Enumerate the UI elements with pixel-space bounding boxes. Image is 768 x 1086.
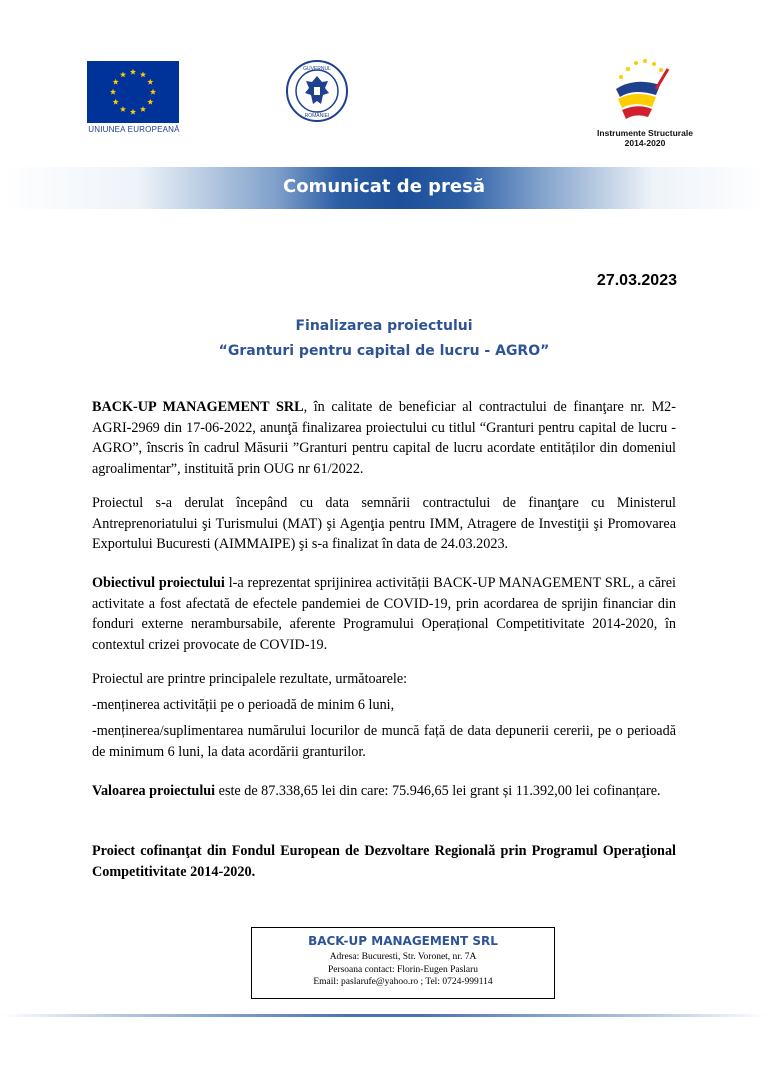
beneficiary-name: BACK-UP MANAGEMENT SRL xyxy=(92,399,304,415)
paragraph-text: l-a reprezentat sprijinirea activității BACK-UP MANAGEMENT SRL, a cărei activitate a fost afectată de efectele pandemiei de COVID-19, prin acordarea de sprijin financiar din fonduri externe nerambursabile, aferente Programului Operațional Competitivitate 2014-2020, în contextul crizei provocate de COVID-19. xyxy=(92,575,676,653)
objective-label: Obiectivul proiectului xyxy=(92,575,225,591)
document-title-line2: “Granturi pentru capital de lucru - AGRO” xyxy=(218,343,550,359)
banner-title: Comunicat de presă xyxy=(282,176,485,197)
release-date: 27.03.2023 xyxy=(596,272,677,289)
paragraph-text: , în calitate de beneficiar al contractului de finanţare nr. M2-AGRI-2969 din 17-06-2022, anunţă finalizarea proiectului cu titlul “Granturi pentru capital de lucru - AGRO”, înscris în cadrul Măsurii ”Granturi pentru capital de lucru acordate entităților din domeniul agroalimentar”, instituită prin OUG nr 61/2022. xyxy=(92,399,677,477)
result-item: -menținerea/suplimentarea numărului locurilor de muncă față de data depunerii cererii, pe o perioadă de minimum 6 luni, la data acordării granturilor. xyxy=(92,723,676,760)
instrumente-structurale-caption xyxy=(585,128,705,148)
is-caption-line1: Instrumente Structurale xyxy=(597,128,693,138)
paragraph-text: este de 87.338,65 lei din care: 75.946,65 lei grant și 11.392,00 lei cofinanțare. xyxy=(215,783,661,799)
project-value-label: Valoarea proiectului xyxy=(92,783,216,799)
paragraph-project-value xyxy=(92,781,676,802)
contact-box xyxy=(251,927,555,999)
is-caption-line2: 2014-2020 xyxy=(624,138,666,148)
paragraph-project-period: Proiectul s-a derulat începând cu data semnării contractului de finanţare cu Ministerul Antreprenoriatului şi Turismului (MAT) şi Agenţia pentru IMM, Atragere de Investiţii şi Promovarea Exportului Bucuresti (AIMMAIPE) şi s-a finalizat în data de 24.03.2023. xyxy=(92,495,676,552)
government-seal-logo xyxy=(286,60,348,122)
cofinancing-statement: Proiect cofinanţat din Fondul European de Dezvoltare Regională prin Programul Operaţional Competitivitate 2014-2020. xyxy=(92,843,676,880)
contact-address: Adresa: Bucuresti, Str. Voronet, nr. 7A xyxy=(329,952,477,962)
document-title-line1: Finalizarea proiectului xyxy=(295,318,473,334)
eu-flag-logo xyxy=(87,61,179,123)
paragraph-objective xyxy=(92,573,676,655)
result-item: -menținerea activității pe o perioadă de minim 6 luni, xyxy=(92,697,395,713)
svg-text:ROMÂNIEI: ROMÂNIEI xyxy=(304,113,330,119)
paragraph-results-intro: Proiectul are printre principalele rezultate, următoarele: xyxy=(92,671,408,687)
contact-person: Persoana contact: Florin-Eugen Paslaru xyxy=(327,964,479,975)
svg-text:GUVERNUL: GUVERNUL xyxy=(303,66,331,72)
paragraph-beneficiary xyxy=(92,397,676,479)
eu-caption: UNIUNEA EUROPEANĂ xyxy=(88,125,180,134)
footer-divider xyxy=(0,1014,768,1017)
contact-company: BACK-UP MANAGEMENT SRL xyxy=(308,934,498,948)
contact-email-phone: Email: paslarufe@yahoo.ro ; Tel: 0724-999114 xyxy=(313,977,493,987)
instrumente-structurale-logo xyxy=(608,55,678,125)
